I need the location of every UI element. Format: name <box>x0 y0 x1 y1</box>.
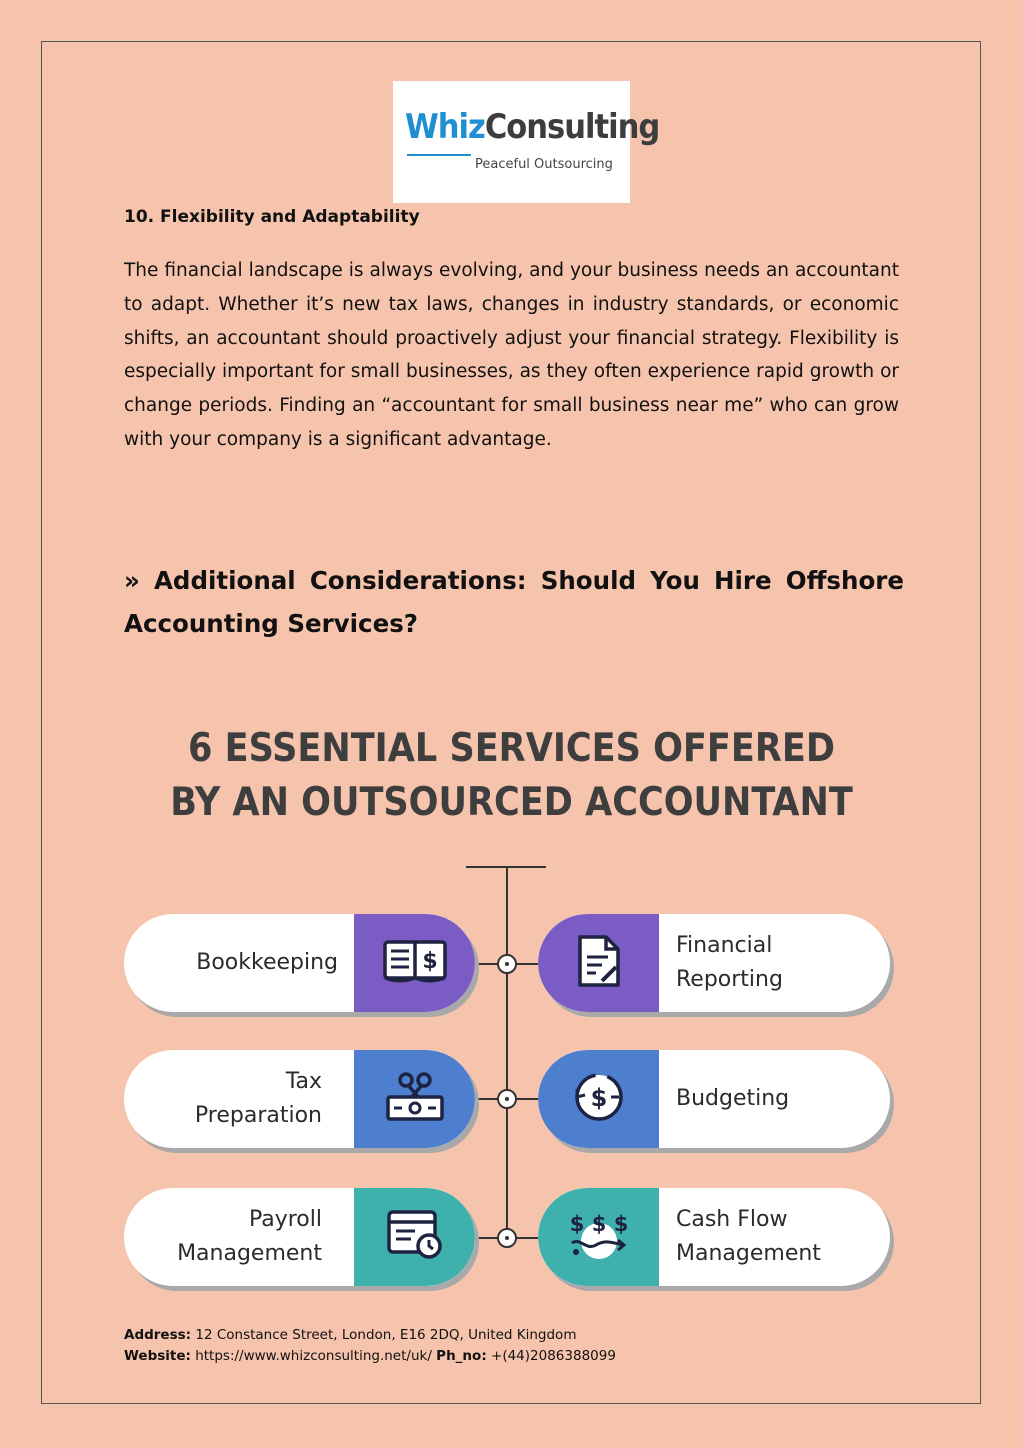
footer <box>124 1325 616 1367</box>
report-document-icon <box>572 933 626 993</box>
tax-cash-icon <box>384 1069 446 1129</box>
connector-dot-1 <box>497 954 517 974</box>
company-logo <box>393 81 660 203</box>
service-icon-block <box>354 1050 475 1148</box>
service-card-financial-reporting <box>538 914 890 1012</box>
svg-text:$: $ <box>590 1084 607 1112</box>
subheading: » Additional Considerations: Should You Hire Offshore Accounting Services? <box>124 566 904 638</box>
svg-text:$: $ <box>613 1212 628 1236</box>
service-label: Cash Flow Management <box>676 1207 821 1266</box>
infographic-title-line1: 6 ESSENTIAL SERVICES OFFERED <box>188 726 835 771</box>
ledger-book-icon <box>382 936 448 990</box>
payroll-calendar-icon <box>385 1208 445 1266</box>
infographic-title-line2: BY AN OUTSOURCED ACCOUNTANT <box>170 780 853 825</box>
service-icon-block <box>354 1188 475 1286</box>
service-card-bookkeeping <box>124 914 475 1012</box>
service-label: Budgeting <box>676 1086 790 1111</box>
logo-wordmark: WhizConsulting <box>405 107 660 147</box>
service-label: Bookkeeping <box>196 950 338 975</box>
service-card-payroll-management <box>124 1188 475 1286</box>
footer-address: Address: 12 Constance Street, London, E16 2DQ, United Kingdom <box>124 1327 577 1343</box>
service-icon-block <box>354 914 475 1012</box>
service-label: Tax Preparation <box>194 1069 322 1128</box>
service-card-cash-flow-management <box>538 1188 890 1286</box>
svg-text:$: $ <box>569 1212 584 1236</box>
infographic-title <box>0 722 1023 830</box>
connector-dot-3 <box>497 1228 517 1248</box>
logo-tagline: Peaceful Outsourcing <box>475 157 613 172</box>
svg-text:$: $ <box>591 1212 606 1236</box>
footer-contact: Website: https://www.whizconsulting.net/uk/ Ph_no: +(44)2086388099 <box>124 1348 616 1364</box>
cash-flow-icon <box>566 1207 632 1267</box>
service-card-tax-preparation <box>124 1050 475 1148</box>
service-icon-block <box>538 914 659 1012</box>
service-card-budgeting <box>538 1050 890 1148</box>
svg-text:$: $ <box>421 949 438 974</box>
connector-dot-2 <box>497 1089 517 1109</box>
service-label: Financial Reporting <box>676 933 783 992</box>
website-link[interactable]: https://www.whizconsulting.net/uk/ <box>195 1348 432 1364</box>
connector-spine <box>506 866 508 1238</box>
service-label: Payroll Management <box>177 1207 322 1266</box>
section-paragraph: The financial landscape is always evolving, and your business needs an accountant to adapt. Whether it’s new tax laws, changes in industry standards, or economic shifts, an accountant should proactively adjust your financial strategy. Flexibility is especially important for small businesses, as they often experience rapid growth or change periods. Finding an “accountant for small business near me” who can grow with your company is a significant advantage. <box>124 260 899 450</box>
budget-dollar-icon <box>571 1069 627 1129</box>
section-heading: 10. Flexibility and Adaptability <box>124 207 420 227</box>
service-icon-block <box>538 1188 659 1286</box>
logo-rule <box>407 154 471 156</box>
service-icon-block <box>538 1050 659 1148</box>
phone-number: +(44)2086388099 <box>491 1348 616 1364</box>
